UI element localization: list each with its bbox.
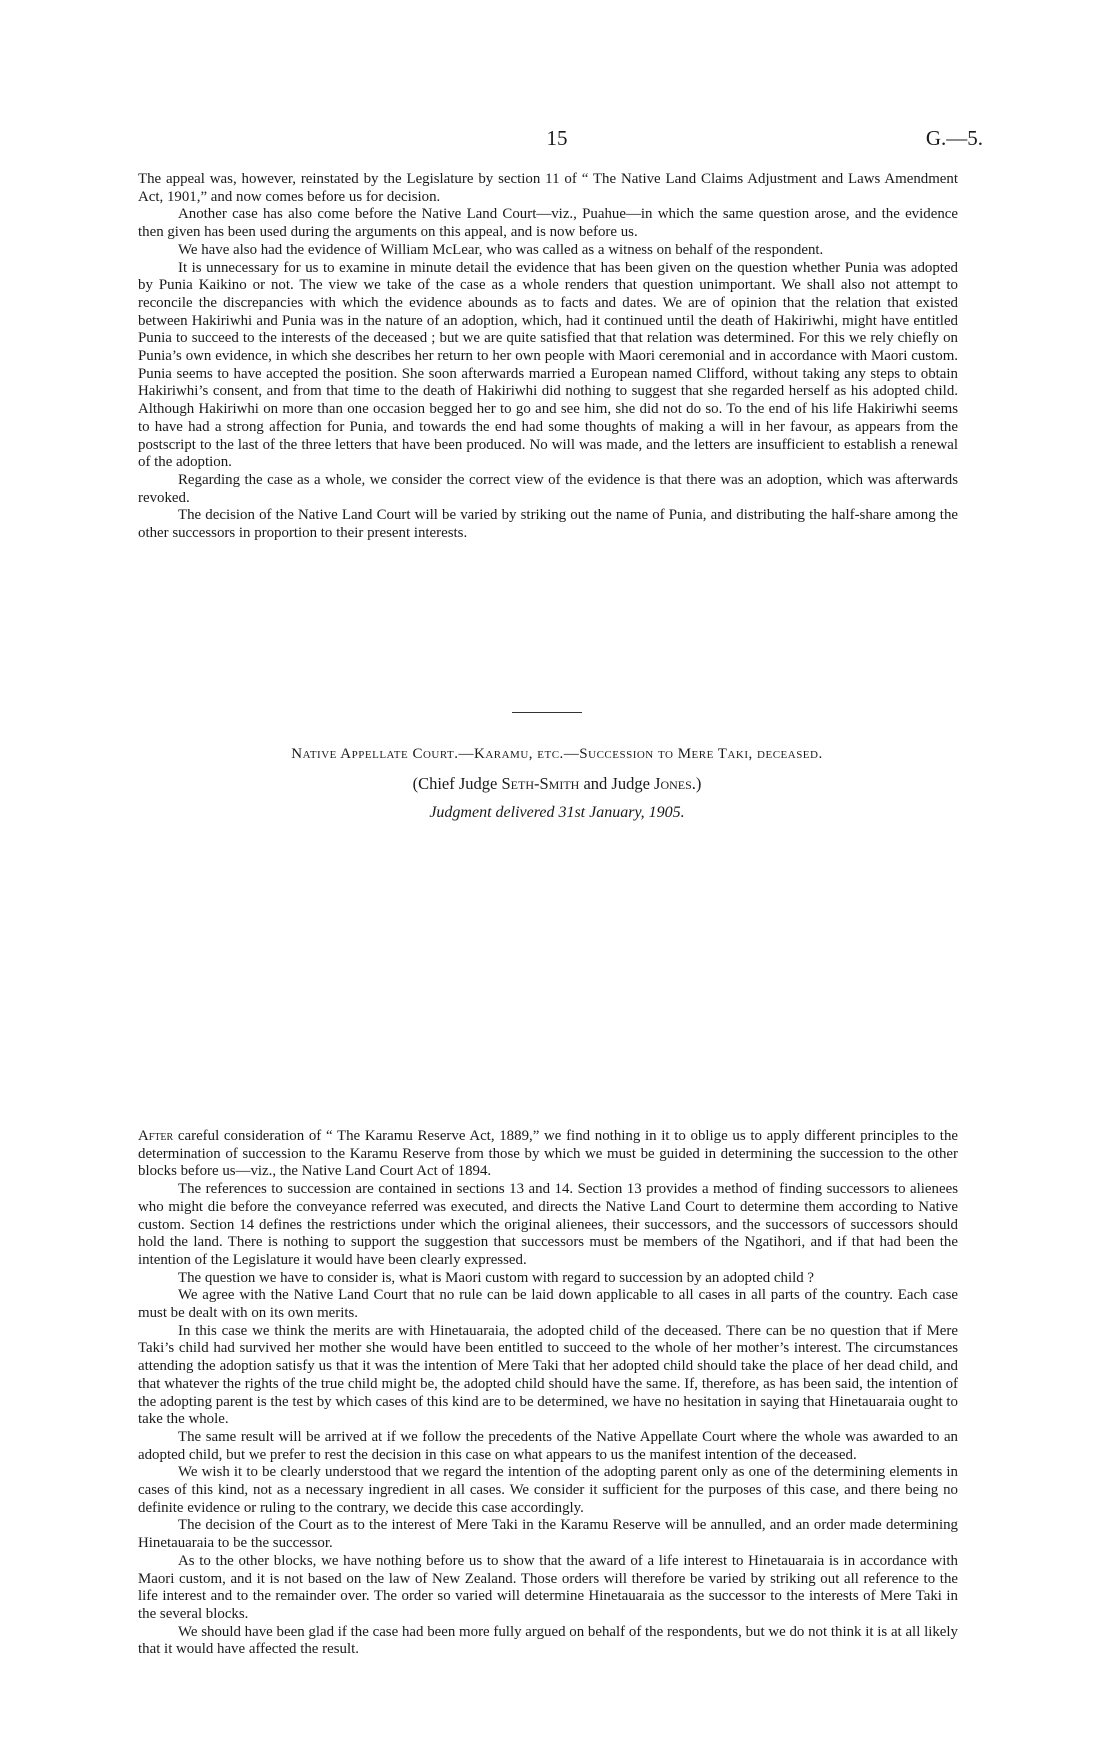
judgment-continuation (138, 171, 958, 543)
paragraph: In this case we think the merits are with Hinetauaraia, the adopted child of the deceased. There can be no question that if Mere Taki’s child had survived her mother she would have been entitled to succeed to the whole of her mother’s interest. The circumstances attending the adoption satisfy us that it was the intention of Mere Taki that her adopted child should take the place of her dead child, and that whatever the rights of the true child might be, the adopted child should have the same. If, therefore, as has been said, the intention of the adopting parent is the test by which cases of this kind are to be determined, we have no hesitation in saying that Hinetauaraia ought to take the whole. (138, 1322, 958, 1428)
paragraph: The decision of the Native Land Court will be varied by striking out the name of Punia, and distributing the half-share among the other successors in proportion to their present interests. (138, 507, 958, 542)
judgment-body (138, 1128, 958, 1659)
paragraph: Another case has also come before the Native Land Court—viz., Puahue—in which the same question arose, and the evidence then given has been used during the arguments on this appeal, and is now before us. (138, 206, 958, 241)
judge-name: Seth-Smith (501, 774, 580, 793)
document-reference: G.—5. (925, 126, 983, 150)
judges-suffix: .) (691, 774, 702, 793)
judge-name: Jones (654, 774, 692, 793)
judges-prefix: (Chief Judge (412, 774, 502, 793)
paragraph: We wish it to be clearly understood that we regard the intention of the adopting parent only as one of the determining elements in cases of this kind, not as a necessary ingredient in all cases. We consider it sufficient for the purposes of this case, and there being no definite evidence or ruling to the contrary, we decide this case accordingly. (138, 1464, 958, 1516)
paragraph: The question we have to consider is, what is Maori custom with regard to succession by an adopted child ? (178, 1269, 815, 1286)
paragraph: The references to succession are contained in sections 13 and 14. Section 13 provides a method of finding successors to alienees who might die before the conveyance referred was executed, and directs the Native Land Court to determine them according to Native custom. Section 14 defines the restrictions under which the original alienees, their successors, and the successors of successors should hold the land. There is nothing to support the suggestion that successors must be members of the Ngatihori, and if that had been the intention of the Legislature it would have been clearly expressed. (138, 1181, 958, 1268)
paragraph: As to the other blocks, we have nothing before us to show that the award of a life interest to Hinetauaraia is in accordance with Maori custom, and it is not based on the law of New Zealand. Those orders will therefore be varied by striking out all reference to the life interest and to the remainder over. The order so varied will determine Hinetauaraia as the successor to the interests of Mere Taki in the several blocks. (138, 1552, 958, 1622)
paragraph: The same result will be arrived at if we follow the precedents of the Native Appellate Court where the whole was awarded to an adopted child, but we prefer to rest the decision in this case on what appears to us the manifest intention of the deceased. (138, 1428, 958, 1463)
paragraph: The appeal was, however, reinstated by the Legislature by section 11 of “ The Native Land Claims Adjustment and Laws Amendment Act, 1901,” and now comes before us for decision. (138, 171, 958, 205)
paragraph: The decision of the Court as to the interest of Mere Taki in the Karamu Reserve will be annulled, and an order made determining Hinetauaraia to be the successor. (138, 1517, 958, 1552)
judgment-date: Judgment delivered 31st January, 1905. (429, 804, 685, 821)
court-heading: Native Appellate Court.—Karamu, etc.—Succession to Mere Taki, deceased. (291, 746, 823, 762)
lead-word: After (138, 1128, 174, 1144)
opening-text: careful consideration of “ The Karamu Reserve Act, 1889,” we find nothing in it to oblige us to apply different principles to the determination of succession to the Karamu Reserve from those by which we must be guided in determining the succession to the other blocks before us—viz., the Native Land Court Act of 1894. (138, 1128, 958, 1180)
page-number: 15 (546, 126, 568, 150)
paragraph: We agree with the Native Land Court that no rule can be laid down applicable to all cases in all parts of the country. Each case must be dealt with on its own merits. (138, 1287, 958, 1322)
paragraph: It is unnecessary for us to examine in minute detail the evidence that has been given on the question whether Punia was adopted by Punia Kaikino or not. The view we take of the case as a whole renders that question unimportant. We shall also not attempt to reconcile the discrepancies with which the evidence abounds as to facts and dates. We are of opinion that the relation that existed between Hakiriwhi and Punia was in the nature of an adoption, which, had it continued until the death of Hakiriwhi, might have entitled Punia to succeed to the interests of the deceased ; but we are quite satisfied that that relation was determined. For this we rely chiefly on Punia’s own evidence, in which she describes her return to her own people with Maori ceremonial and in accordance with Maori custom. Punia seems to have accepted the position. She soon afterwards married a European named Clifford, without taking any steps to obtain Hakiriwhi’s consent, and from that time to the death of Hakiriwhi did nothing to suggest that she regarded herself as his adopted child. Although Hakiriwhi on more than one occasion begged her to go and see him, she did not do so. To the end of his life Hakiriwhi seems to have had a strong affection for Punia, and towards the end had some thoughts of making a will in her favour, as appears from the postscript to the last of the three letters that have been produced. No will was made, and the letters are insufficient to establish a renewal of the adoption. (138, 259, 958, 471)
paragraph: Regarding the case as a whole, we consider the correct view of the evidence is that there was an adoption, which was afterwards revoked. (138, 471, 958, 506)
opening-paragraph (138, 1128, 958, 1181)
judges-connector: and Judge (579, 774, 655, 793)
section-divider (512, 712, 582, 713)
paragraph: We should have been glad if the case had been more fully argued on behalf of the respondents, but we do not think it is at all likely that it would have affected the result. (138, 1623, 958, 1658)
paragraph: We have also had the evidence of William McLear, who was called as a witness on behalf of the respondent. (178, 241, 824, 258)
judges-line (0, 774, 1114, 794)
